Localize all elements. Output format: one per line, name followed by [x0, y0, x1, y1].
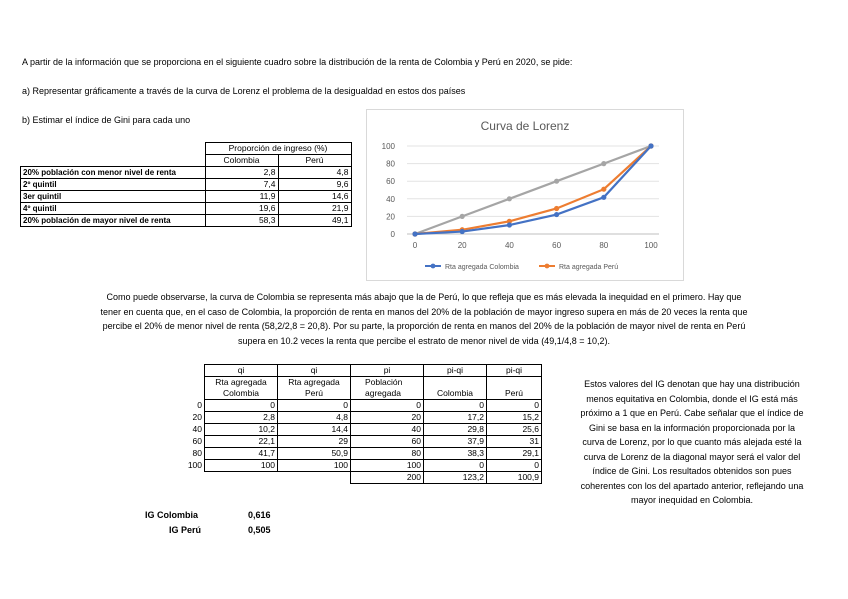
table-cell: 20: [351, 412, 424, 424]
table-row: [21, 167, 352, 179]
data-point: [507, 222, 512, 227]
income-col-peru: Perú: [278, 155, 351, 167]
table-cell: 0: [424, 460, 487, 472]
row-label: 3er quintil: [21, 191, 206, 203]
table-row: [21, 191, 352, 203]
row-colombia: 19,6: [205, 203, 278, 215]
table-row: [180, 460, 542, 472]
gini-subheader: agregada: [351, 388, 424, 400]
gini-subheader: Rta agregada: [205, 377, 278, 389]
row-label: 4º quintil: [21, 203, 206, 215]
total-peru: 100,9: [487, 472, 542, 484]
table-cell: 29,8: [424, 424, 487, 436]
table-cell: 50,9: [278, 448, 351, 460]
legend-label: Rta agregada Colombia: [445, 264, 519, 271]
row-peru: 14,6: [278, 191, 351, 203]
row-percentile: 80: [192, 448, 202, 458]
question-a: a) Representar gráficamente a través de la curva de Lorenz el problema de la desigualdad en estos dos países: [22, 86, 466, 96]
gini-subheader: Perú: [278, 388, 351, 400]
ig-colombia-value: 0,616: [248, 510, 271, 520]
side-line: curva de Lorenz, por lo que cuanto más alejada esté la: [582, 437, 802, 447]
table-row: [180, 448, 542, 460]
ig-colombia-label: IG Colombia: [145, 510, 199, 520]
table-cell: 29,1: [487, 448, 542, 460]
table-row: [180, 400, 542, 412]
ig-peru-value: 0,505: [248, 525, 271, 535]
y-tick-label: 40: [386, 194, 395, 204]
table-cell: 100: [205, 460, 278, 472]
table-cell: 37,9: [424, 436, 487, 448]
table-row: [21, 179, 352, 191]
x-tick-label: 20: [457, 241, 467, 250]
table-cell: 40: [351, 424, 424, 436]
table-cell: 22,1: [205, 436, 278, 448]
income-header-group: Proporción de ingreso (%): [205, 143, 351, 155]
side-line: mayor inequidad en Colombia.: [630, 495, 754, 505]
chart-title: Curva de Lorenz: [480, 119, 570, 133]
paragraph-line: percibe el 20% de menor nivel de renta (58,2/2,8 = 20,8). Por su parte, la proporción de renta en manos del 20% de la población de mayor nivel de renta en Perú: [102, 321, 746, 331]
data-point: [460, 214, 465, 219]
table-cell: 0: [487, 400, 542, 412]
row-label: 20% población con menor nivel de renta: [21, 167, 206, 179]
data-point: [460, 229, 465, 234]
table-cell: 29: [278, 436, 351, 448]
x-tick-label: 0: [412, 241, 418, 250]
gini-subheader: Perú: [487, 388, 542, 400]
table-cell: 10,2: [205, 424, 278, 436]
gini-header: qi: [278, 365, 351, 377]
gini-subheader: Población: [351, 377, 424, 389]
table-cell: 100: [351, 460, 424, 472]
side-line: curva de Lorenz de la diagonal mayor será el valor del: [583, 451, 801, 462]
side-line: índice de Gini. Los resultados obtenidos son pues: [592, 466, 792, 476]
income-table: [20, 142, 352, 227]
question-b: b) Estimar el índice de Gini para cada uno: [22, 115, 191, 125]
table-cell: 38,3: [424, 448, 487, 460]
gini-header: pi: [351, 365, 424, 377]
table-row: [180, 424, 542, 436]
ig-peru-label: IG Perú: [169, 525, 202, 535]
y-tick-label: 20: [386, 212, 395, 222]
gini-subheader: Colombia: [424, 388, 487, 400]
row-percentile: 60: [192, 436, 202, 446]
row-colombia: 7,4: [205, 179, 278, 191]
side-line: Estos valores del IG denotan que hay una distribución: [584, 379, 800, 389]
data-point: [601, 187, 606, 192]
row-peru: 9,6: [278, 179, 351, 191]
data-point: [554, 206, 559, 211]
table-cell: 31: [487, 436, 542, 448]
y-tick-label: 100: [381, 142, 395, 151]
y-tick-label: 60: [386, 177, 395, 187]
gini-header: qi: [205, 365, 278, 377]
table-cell: 60: [351, 436, 424, 448]
table-cell: 0: [205, 400, 278, 412]
row-colombia: 58,3: [205, 215, 278, 227]
y-tick-label: 80: [386, 159, 395, 169]
table-row: [180, 436, 542, 448]
table-cell: 0: [424, 400, 487, 412]
gini-header: pi-qi: [487, 365, 542, 377]
table-cell: 0: [278, 400, 351, 412]
table-cell: 17,2: [424, 412, 487, 424]
table-cell: 4,8: [278, 412, 351, 424]
data-point: [601, 195, 606, 200]
x-tick-label: 40: [504, 241, 514, 250]
row-colombia: 2,8: [205, 167, 278, 179]
table-row: [180, 412, 542, 424]
row-label: 2º quintil: [21, 179, 206, 191]
table-cell: 41,7: [205, 448, 278, 460]
x-tick-label: 60: [552, 241, 562, 250]
table-cell: 14,4: [278, 424, 351, 436]
table-row: [21, 203, 352, 215]
table-cell: 15,2: [487, 412, 542, 424]
income-col-colombia: Colombia: [205, 155, 278, 167]
legend-label: Rta agregada Perú: [559, 264, 619, 271]
row-percentile: 20: [192, 412, 202, 422]
x-tick-label: 80: [599, 241, 609, 250]
data-point: [507, 196, 512, 201]
data-point: [648, 143, 653, 148]
y-tick-label: 0: [390, 230, 395, 239]
row-percentile: 0: [197, 400, 202, 410]
row-label: 20% población de mayor nivel de renta: [21, 215, 206, 227]
paragraph-line: supera en 10.2 veces la renta que percibe el estrato de menor nivel de vida (49,1/4,8 = 10,2).: [238, 335, 610, 346]
table-cell: 25,6: [487, 424, 542, 436]
row-percentile: 100: [187, 460, 202, 470]
side-line: coherentes con los del apartado anterior, reflejando una: [580, 480, 804, 491]
table-cell: 2,8: [205, 412, 278, 424]
intro-line: A partir de la información que se proporciona en el siguiente cuadro sobre la distribución de la renta de Colombia y Perú en 2020, se pide:: [22, 57, 573, 67]
data-point: [554, 212, 559, 217]
data-point: [554, 179, 559, 184]
table-cell: 100: [278, 460, 351, 472]
paragraph-line: Como puede observarse, la curva de Colombia se representa más abajo que la de Perú, lo que refleja que es más elevada la inequidad en el primero. Hay que: [106, 292, 742, 302]
side-line: próximo a 1 que en Perú. Cabe señalar que el índice de: [580, 408, 804, 418]
row-peru: 21,9: [278, 203, 351, 215]
x-tick-label: 100: [644, 241, 658, 250]
lorenz-chart-svg: [367, 110, 683, 280]
legend-marker: [545, 264, 550, 269]
legend-marker: [431, 264, 436, 269]
data-point: [601, 161, 606, 166]
total-colombia: 123,2: [424, 472, 487, 484]
table-cell: 0: [487, 460, 542, 472]
lorenz-chart: [366, 109, 684, 281]
gini-table: [180, 364, 542, 484]
gini-subheader: Colombia: [205, 388, 278, 400]
row-colombia: 11,9: [205, 191, 278, 203]
row-percentile: 40: [192, 424, 202, 434]
total-pi: 200: [351, 472, 424, 484]
side-line: Gini se basa en la información proporcionada por la: [588, 422, 796, 433]
side-line: menos equitativa en Colombia, donde el IG está más: [586, 393, 798, 404]
row-peru: 49,1: [278, 215, 351, 227]
gini-subheader: Rta agregada: [278, 377, 351, 389]
side-explanation: [566, 377, 818, 508]
table-cell: 80: [351, 448, 424, 460]
gini-header: pi-qi: [424, 365, 487, 377]
paragraph-line: tener en cuenta que, en el caso de Colombia, la proporción de renta en manos del 20% de la población de mayor ingreso supera en más de 20 veces la renta que: [100, 306, 748, 317]
table-row: [21, 215, 352, 227]
row-peru: 4,8: [278, 167, 351, 179]
table-cell: 0: [351, 400, 424, 412]
data-point: [412, 231, 417, 236]
